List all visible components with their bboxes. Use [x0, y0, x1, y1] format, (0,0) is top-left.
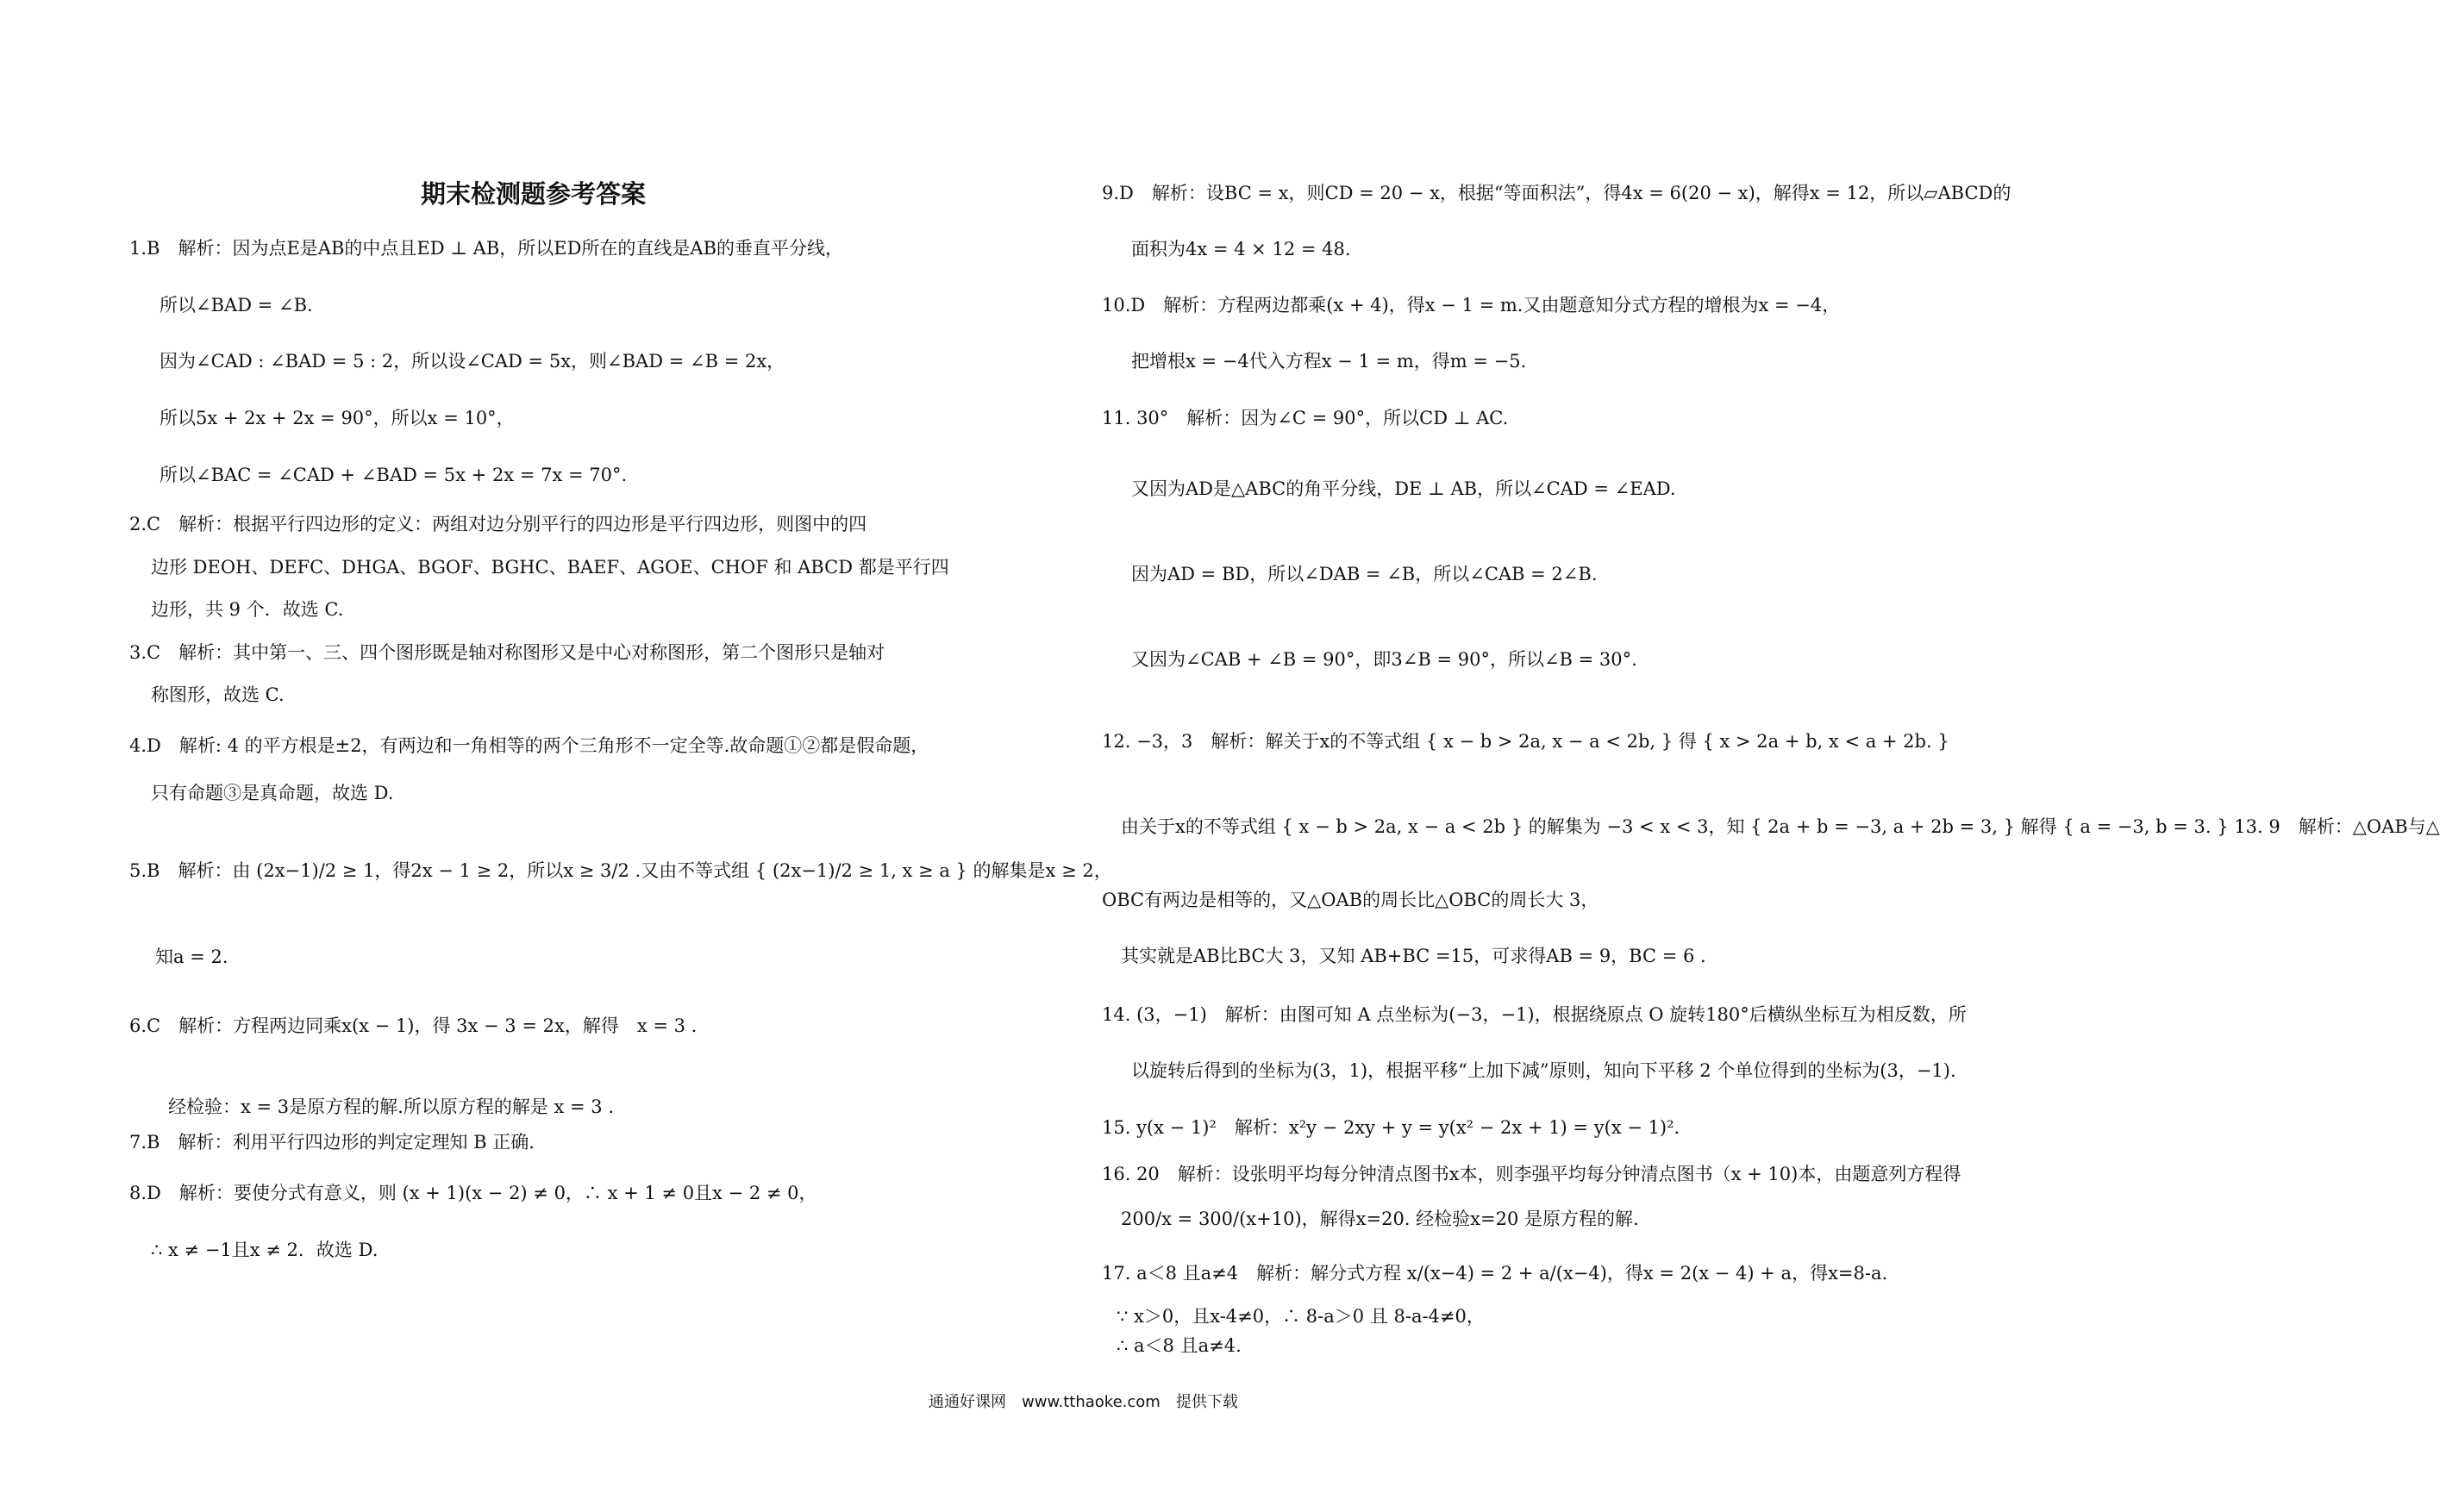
answer-line: 16. 20 解析：设张明平均每分钟清点图书x本，则李强平均每分钟清点图书（x + 10)本，由题意列方程得	[1102, 1164, 1961, 1184]
answer-line: 3.C 解析：其中第一、三、四个图形既是轴对称图形又是中心对称图形，第二个图形只是轴对	[129, 642, 885, 663]
answer-line: 边形，共 9 个．故选 C.	[151, 599, 344, 620]
answer-line: 2.C 解析：根据平行四边形的定义：两组对边分别平行的四边形是平行四边形，则图中的四	[129, 514, 867, 534]
answer-line: 又因为∠CAB + ∠B = 90°，即3∠B = 90°，所以∠B = 30°.	[1131, 649, 1637, 670]
answer-line: 9.D 解析：设BC = x，则CD = 20 − x，根据“等面积法”，得4x = 6(20 − x)，解得x = 12，所以▱ABCD的	[1102, 183, 2011, 203]
answer-line: 把增根x = −4代入方程x − 1 = m，得m = −5.	[1131, 351, 1527, 372]
answer-line: 1.B 解析：因为点E是AB的中点且ED ⊥ AB，所以ED所在的直线是AB的垂直平分线，	[129, 238, 844, 259]
answer-line: 4.D 解析: 4 的平方根是±2，有两边和一角相等的两个三角形不一定全等.故命题①②都是假命题，	[129, 735, 929, 756]
footer-source: 通通好课网 www.tthaoke.com 提供下载	[929, 1393, 1238, 1411]
answer-line: ∵ x＞0，且x-4≠0，∴ 8-a＞0 且 8-a-4≠0，	[1117, 1306, 1485, 1327]
answer-line: 以旋转后得到的坐标为(3，1)，根据平移“上加下减”原则，知向下平移 2 个单位得到的坐标为(3，−1).	[1131, 1060, 1956, 1081]
answer-line: ∴ x ≠ −1且x ≠ 2．故选 D.	[151, 1240, 379, 1260]
answer-line: 所以∠BAC = ∠CAD + ∠BAD = 5x + 2x = 7x = 70°.	[160, 465, 628, 485]
answer-line: 12. −3，3 解析：解关于x的不等式组 { x − b > 2a, x − a < 2b, } 得 { x > 2a + b, x < a + 2b. }	[1102, 731, 1949, 752]
answer-line: 200/x = 300/(x+10)，解得x=20. 经检验x=20 是原方程的解.	[1121, 1209, 1639, 1229]
answer-line: 边形 DEOH、DEFC、DHGA、BGOF、BGHC、BAEF、AGOE、CHOF 和 ABCD 都是平行四	[151, 557, 949, 578]
answer-line: 14. (3，−1) 解析：由图可知 A 点坐标为(−3，−1)，根据绕原点 O 旋转180°后横纵坐标互为相反数，所	[1102, 1004, 1967, 1025]
answer-line: 所以5x + 2x + 2x = 90°，所以x = 10°，	[160, 408, 515, 428]
answer-line: OBC有两边是相等的，又△OAB的周长比△OBC的周长大 3，	[1102, 890, 1599, 910]
answer-line: 知a = 2.	[155, 947, 228, 967]
page-title: 期末检测题参考答案	[421, 179, 647, 209]
answer-line: 称图形，故选 C.	[151, 684, 285, 705]
answer-line: 只有命题③是真命题，故选 D.	[151, 783, 394, 803]
answer-line: 所以∠BAD = ∠B.	[160, 295, 313, 316]
answer-line: 15. y(x − 1)² 解析：x²y − 2xy + y = y(x² − 2x + 1) = y(x − 1)².	[1102, 1117, 1680, 1138]
answer-line: 6.C 解析：方程两边同乘x(x − 1)，得 3x − 3 = 2x，解得 x = 3 .	[129, 1015, 698, 1036]
answer-line: 其实就是AB比BC大 3，又知 AB+BC =15，可求得AB = 9，BC = 6 .	[1121, 946, 1706, 966]
answer-line: 面积为4x = 4 × 12 = 48.	[1131, 239, 1351, 259]
answer-line: 17. a＜8 且a≠4 解析：解分式方程 x/(x−4) = 2 + a/(x−4)，得x = 2(x − 4) + a，得x=8-a.	[1102, 1263, 1888, 1284]
answer-line: 由关于x的不等式组 { x − b > 2a, x − a < 2b } 的解集为 −3 < x < 3，知 { 2a + b = −3, a + 2b = 3, } 解得 { a = −3, b = 3. } 13. 9 解析：△OAB与△	[1121, 816, 2440, 837]
answer-line: 8.D 解析：要使分式有意义，则 (x + 1)(x − 2) ≠ 0，∴ x + 1 ≠ 0且x − 2 ≠ 0，	[129, 1183, 817, 1203]
answer-line: 因为AD = BD，所以∠DAB = ∠B，所以∠CAB = 2∠B.	[1131, 564, 1598, 584]
answer-line: 5.B 解析：由 (2x−1)/2 ≥ 1，得2x − 1 ≥ 2，所以x ≥ 3/2 .又由不等式组 { (2x−1)/2 ≥ 1, x ≥ a } 的解集是x ≥ 2，	[129, 860, 1112, 881]
answer-line: 11. 30° 解析：因为∠C = 90°，所以CD ⊥ AC.	[1102, 408, 1509, 428]
answer-line: 因为∠CAD : ∠BAD = 5 : 2，所以设∠CAD = 5x，则∠BAD = ∠B = 2x，	[160, 351, 785, 372]
answer-line: 又因为AD是△ABC的角平分线，DE ⊥ AB，所以∠CAD = ∠EAD.	[1131, 478, 1676, 499]
answer-line: ∴ a＜8 且a≠4.	[1117, 1335, 1242, 1356]
answer-line: 7.B 解析：利用平行四边形的判定定理知 B 正确.	[129, 1132, 535, 1153]
answer-line: 经检验：x = 3是原方程的解.所以原方程的解是 x = 3 .	[168, 1097, 615, 1117]
answer-line: 10.D 解析：方程两边都乘(x + 4)，得x − 1 = m.又由题意知分式方程的增根为x = −4，	[1102, 295, 1841, 316]
